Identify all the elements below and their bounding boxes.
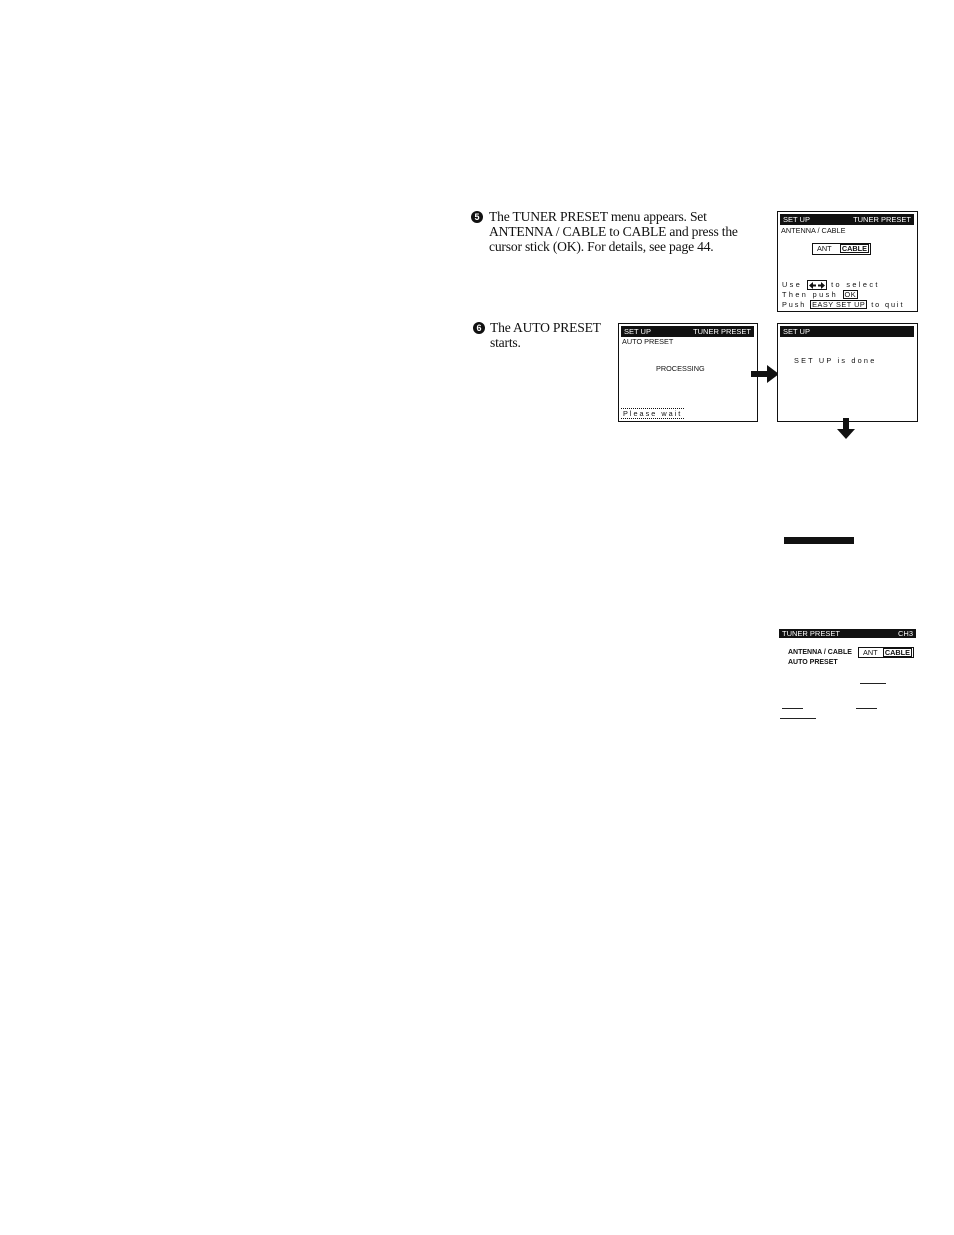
- antenna-cable-option-box[interactable]: [858, 647, 914, 658]
- option-ant[interactable]: ANT: [817, 244, 832, 253]
- screen-header: [780, 214, 914, 225]
- set-up-done-screen: [777, 323, 918, 422]
- step-6-text-line-2: starts.: [490, 335, 521, 350]
- easy-set-up-key-label: EASY SET UP: [812, 300, 866, 309]
- screen-header: [621, 326, 754, 337]
- ok-key-label: OK: [844, 290, 857, 299]
- underline-mark: [860, 683, 886, 684]
- help-push-rest: to quit: [871, 300, 905, 309]
- auto-preset-screen: [618, 323, 758, 422]
- header-right-label: TUNER PRESET: [853, 215, 911, 224]
- antenna-cable-label: ANTENNA / CABLE: [788, 649, 852, 656]
- down-arrow-icon: [837, 418, 855, 439]
- step-5-text-line-1: The TUNER PRESET menu appears. Set: [489, 209, 707, 224]
- tuner-preset-select-screen: [777, 211, 918, 312]
- help-then-text: Then push: [782, 290, 839, 299]
- header-left-label: SET UP: [783, 215, 810, 224]
- left-right-arrow-icon: [807, 280, 827, 290]
- option-cable-selected[interactable]: CABLE: [884, 648, 910, 657]
- auto-preset-label: AUTO PRESET: [788, 659, 838, 666]
- underline-mark: [856, 708, 877, 709]
- header-right-label: TUNER PRESET: [693, 327, 751, 336]
- section-heading-bar: [784, 537, 854, 544]
- help-use-text: Use: [782, 280, 803, 289]
- help-line-push: [782, 300, 904, 309]
- right-arrow-icon: [751, 365, 779, 383]
- underline-mark: [780, 718, 816, 719]
- step-5-text-line-3: cursor stick (OK). For details, see page 44.: [489, 239, 714, 254]
- header-left-label: SET UP: [624, 327, 651, 336]
- help-push-text: Push: [782, 300, 807, 309]
- channel-label: CH3: [897, 629, 913, 638]
- processing-status: PROCESSING: [656, 364, 705, 373]
- option-cable-selected[interactable]: CABLE: [841, 244, 867, 253]
- please-wait-indicator: Please wait: [623, 409, 683, 418]
- set-up-done-message: SET UP is done: [794, 356, 877, 365]
- step-number-6: 6: [473, 322, 485, 334]
- tuner-preset-menu-header: [779, 629, 916, 638]
- step-5-text-line-2: ANTENNA / CABLE to CABLE and press the: [489, 224, 738, 239]
- underline-mark: [782, 708, 803, 709]
- option-ant[interactable]: ANT: [863, 648, 878, 657]
- screen-header: [780, 326, 914, 337]
- antenna-cable-option-box[interactable]: [812, 243, 871, 255]
- auto-preset-label: AUTO PRESET: [622, 337, 674, 346]
- step-6-text-line-1: The AUTO PRESET: [490, 320, 601, 335]
- header-left-label: TUNER PRESET: [782, 629, 840, 638]
- antenna-cable-label: ANTENNA / CABLE: [781, 226, 846, 235]
- step-number-5: 5: [471, 211, 483, 223]
- help-use-rest: to select: [831, 280, 880, 289]
- help-line-use: [782, 280, 880, 290]
- help-line-then: [782, 290, 858, 299]
- header-label: SET UP: [783, 327, 810, 336]
